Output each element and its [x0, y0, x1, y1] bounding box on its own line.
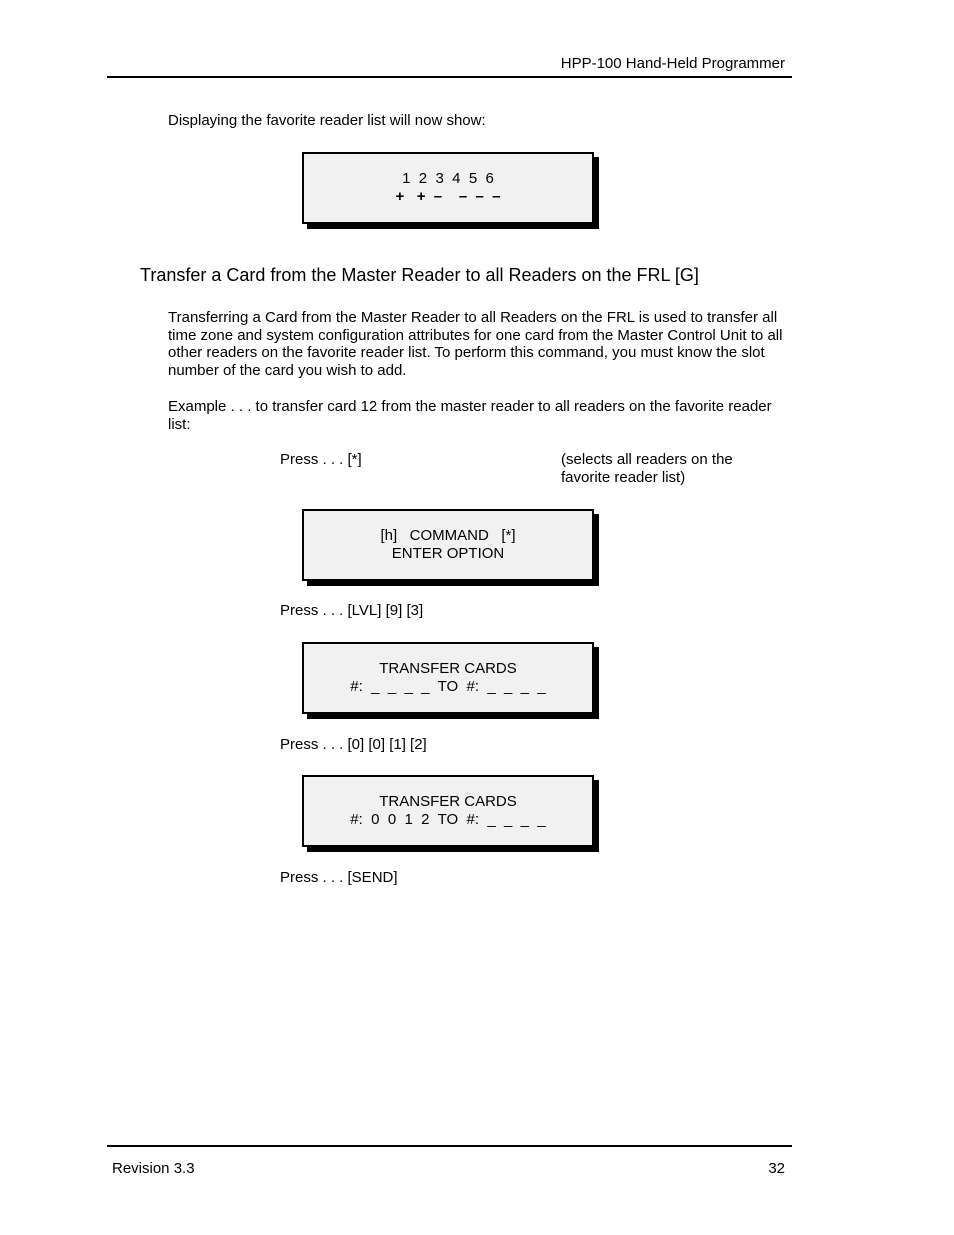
footer-revision: Revision 3.3	[112, 1160, 195, 1177]
intro-text: Displaying the favorite reader list will now show:	[168, 112, 486, 129]
running-header: HPP-100 Hand-Held Programmer	[560, 55, 785, 72]
step-note: (selects all readers on the favorite reader list)	[561, 451, 733, 486]
step-press-lvl: Press . . . [LVL] [9] [3]	[280, 602, 424, 619]
lcd-display-command	[302, 509, 594, 581]
section-heading: Transfer a Card from the Master Reader to all Readers on the FRL [G]	[140, 265, 699, 285]
section-paragraph-2: Example . . . to transfer card 12 from the master reader to all readers on the favorite reader list:	[168, 398, 772, 433]
header-rule	[107, 76, 792, 78]
lcd-line-2: ENTER OPTION	[391, 545, 505, 562]
lcd-line-1: TRANSFER CARDS	[379, 660, 517, 677]
step-press-star: Press . . . [*]	[280, 451, 362, 468]
lcd-line-2: #: 0 0 1 2 TO #: _ _ _ _	[350, 811, 546, 828]
section-paragraph-1: Transferring a Card from the Master Reader to all Readers on the FRL is used to transfer all time zone and system configuration attributes for one card from the Master Control Unit to all other readers on the favorite reader list. To perform this command, you must know the slot number of the card you wish to add.	[168, 309, 783, 379]
footer-rule	[107, 1145, 792, 1147]
lcd-line-1: [h] COMMAND [*]	[380, 527, 516, 544]
lcd-line-2: #: _ _ _ _ TO #: _ _ _ _	[350, 678, 546, 695]
step-press-send: Press . . . [SEND]	[280, 869, 398, 886]
lcd-display-frl	[302, 152, 594, 224]
lcd-line-2: + + – – – –	[395, 188, 501, 205]
lcd-line-1: TRANSFER CARDS	[379, 793, 517, 810]
lcd-display-transfer-empty	[302, 642, 594, 714]
lcd-display-transfer-filled	[302, 775, 594, 847]
page-number: 32	[768, 1160, 785, 1177]
lcd-line-1: 1 2 3 4 5 6	[402, 170, 494, 187]
step-press-digits: Press . . . [0] [0] [1] [2]	[280, 736, 427, 753]
